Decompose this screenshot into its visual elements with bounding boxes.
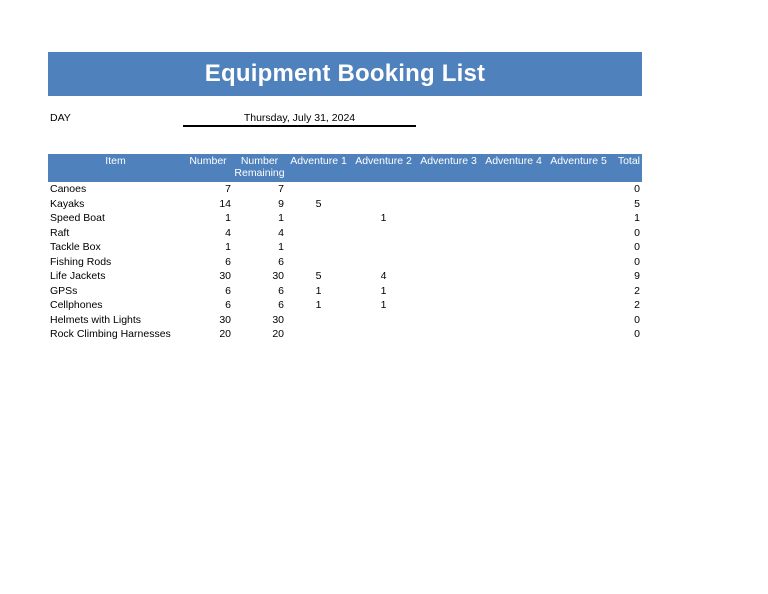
cell-adv3[interactable] (416, 240, 481, 255)
cell-adv5[interactable] (546, 284, 611, 299)
cell-adv3[interactable] (416, 327, 481, 342)
cell-number[interactable]: 14 (219, 197, 231, 210)
cell-adv2[interactable] (351, 226, 416, 241)
equipment-table (48, 154, 642, 342)
table-header-row (48, 154, 642, 182)
cell-adv4[interactable] (481, 182, 546, 197)
cell-total[interactable]: 2 (634, 284, 640, 297)
cell-adv2[interactable] (351, 327, 416, 342)
day-row (48, 110, 642, 136)
cell-number[interactable]: 30 (219, 270, 231, 282)
cell-adv4[interactable] (481, 226, 546, 241)
cell-total[interactable]: 1 (634, 212, 640, 224)
cell-adv2[interactable] (351, 182, 416, 197)
cell-total[interactable]: 0 (634, 255, 640, 268)
cell-adv1[interactable] (286, 182, 351, 197)
cell-adv2[interactable]: 4 (380, 270, 387, 282)
cell-adv5[interactable] (546, 182, 611, 197)
table-row (48, 284, 642, 299)
cell-remaining[interactable]: 20 (272, 328, 284, 340)
cell-remaining[interactable]: 30 (272, 313, 284, 326)
cell-number[interactable]: 6 (225, 255, 231, 268)
cell-item[interactable]: Helmets with Lights (50, 313, 142, 326)
cell-adv1[interactable] (286, 327, 351, 342)
page-title: Equipment Booking List (204, 60, 486, 87)
cell-adv4[interactable] (481, 313, 546, 328)
cell-adv1[interactable] (286, 240, 351, 255)
col-header-adventure-2[interactable]: Adventure 2 (351, 154, 416, 182)
cell-adv5[interactable] (546, 313, 611, 328)
table-row (48, 255, 642, 270)
day-label: DAY (50, 112, 71, 124)
cell-adv2[interactable] (351, 255, 416, 270)
cell-total[interactable]: 5 (634, 197, 640, 210)
cell-item[interactable]: Rock Climbing Harnesses (50, 328, 171, 340)
cell-item[interactable]: Life Jackets (50, 270, 106, 282)
col-header-number[interactable]: Number (183, 154, 233, 182)
cell-adv3[interactable] (416, 255, 481, 270)
cell-total[interactable]: 0 (634, 183, 640, 195)
cell-adv4[interactable] (481, 269, 546, 284)
cell-total[interactable]: 9 (634, 270, 640, 282)
cell-adv5[interactable] (546, 197, 611, 212)
cell-item[interactable]: Canoes (50, 183, 87, 195)
cell-adv2[interactable]: 1 (380, 212, 387, 224)
cell-adv4[interactable] (481, 298, 546, 313)
cell-item[interactable]: Tackle Box (50, 241, 101, 253)
cell-number[interactable]: 6 (225, 284, 231, 297)
cell-adv2[interactable] (351, 313, 416, 328)
cell-number[interactable]: 6 (225, 299, 231, 311)
cell-adv3[interactable] (416, 211, 481, 226)
cell-number[interactable]: 1 (225, 212, 231, 224)
cell-item[interactable]: GPSs (50, 284, 78, 297)
cell-adv2[interactable] (351, 240, 416, 255)
cell-adv5[interactable] (546, 269, 611, 284)
cell-adv3[interactable] (416, 269, 481, 284)
cell-adv5[interactable] (546, 211, 611, 226)
cell-adv1[interactable]: 1 (315, 284, 322, 297)
cell-number[interactable]: 4 (225, 226, 231, 239)
cell-adv1[interactable] (286, 313, 351, 328)
table-row (48, 182, 642, 197)
col-header-adventure-1[interactable]: Adventure 1 (286, 154, 351, 182)
cell-adv2[interactable]: 1 (380, 284, 387, 297)
table-row (48, 240, 642, 255)
cell-item[interactable]: Kayaks (50, 197, 85, 210)
cell-remaining[interactable]: 7 (278, 183, 284, 195)
cell-adv1[interactable] (286, 255, 351, 270)
cell-number[interactable]: 30 (219, 313, 231, 326)
cell-number[interactable]: 20 (219, 328, 231, 340)
cell-adv5[interactable] (546, 226, 611, 241)
cell-adv2[interactable]: 1 (380, 299, 387, 311)
cell-item[interactable]: Cellphones (50, 299, 103, 311)
title-bar (48, 52, 642, 96)
col-header-total[interactable]: Total (611, 154, 642, 182)
cell-adv4[interactable] (481, 240, 546, 255)
cell-adv3[interactable] (416, 197, 481, 212)
table-row (48, 313, 642, 328)
cell-remaining[interactable]: 1 (278, 241, 284, 253)
cell-item[interactable]: Raft (50, 226, 70, 239)
booking-sheet (48, 52, 642, 340)
table-row (48, 226, 642, 241)
cell-adv3[interactable] (416, 182, 481, 197)
table-body (48, 182, 642, 342)
table-row (48, 197, 642, 212)
col-header-adventure-5[interactable]: Adventure 5 (546, 154, 611, 182)
col-header-adventure-3[interactable]: Adventure 3 (416, 154, 481, 182)
cell-item[interactable]: Fishing Rods (50, 255, 112, 268)
cell-adv5[interactable] (546, 298, 611, 313)
cell-adv1[interactable]: 1 (315, 299, 322, 311)
cell-adv1[interactable] (286, 226, 351, 241)
cell-adv5[interactable] (546, 327, 611, 342)
col-header-adventure-4[interactable]: Adventure 4 (481, 154, 546, 182)
cell-adv4[interactable] (481, 197, 546, 212)
cell-remaining[interactable]: 6 (278, 299, 284, 311)
cell-adv3[interactable] (416, 298, 481, 313)
cell-adv3[interactable] (416, 284, 481, 299)
col-header-item[interactable]: Item (48, 154, 183, 182)
cell-number[interactable]: 7 (225, 183, 231, 195)
table-row (48, 211, 642, 226)
cell-adv3[interactable] (416, 313, 481, 328)
cell-number[interactable]: 1 (225, 241, 231, 253)
cell-adv5[interactable] (546, 240, 611, 255)
cell-total[interactable]: 2 (634, 299, 640, 311)
cell-remaining[interactable]: 1 (278, 212, 284, 224)
cell-item[interactable]: Speed Boat (50, 212, 105, 224)
cell-remaining[interactable]: 6 (278, 255, 284, 268)
cell-adv4[interactable] (481, 255, 546, 270)
cell-adv1[interactable]: 5 (315, 270, 322, 282)
cell-adv4[interactable] (481, 211, 546, 226)
cell-adv5[interactable] (546, 255, 611, 270)
cell-adv4[interactable] (481, 284, 546, 299)
cell-adv2[interactable] (351, 197, 416, 212)
cell-remaining[interactable]: 9 (278, 197, 284, 210)
cell-total[interactable]: 0 (634, 313, 640, 326)
cell-total[interactable]: 0 (634, 328, 640, 340)
table-row (48, 327, 642, 342)
cell-total[interactable]: 0 (634, 226, 640, 239)
cell-adv1[interactable]: 5 (315, 197, 322, 210)
cell-remaining[interactable]: 6 (278, 284, 284, 297)
table-row (48, 298, 642, 313)
cell-total[interactable]: 0 (634, 241, 640, 253)
cell-adv3[interactable] (416, 226, 481, 241)
cell-remaining[interactable]: 4 (278, 226, 284, 239)
cell-adv1[interactable] (286, 211, 351, 226)
cell-remaining[interactable]: 30 (272, 270, 284, 282)
table-row (48, 269, 642, 284)
day-value-cell[interactable]: Thursday, July 31, 2024 (183, 112, 416, 127)
col-header-remaining[interactable]: Number Remaining (233, 154, 286, 182)
cell-adv4[interactable] (481, 327, 546, 342)
